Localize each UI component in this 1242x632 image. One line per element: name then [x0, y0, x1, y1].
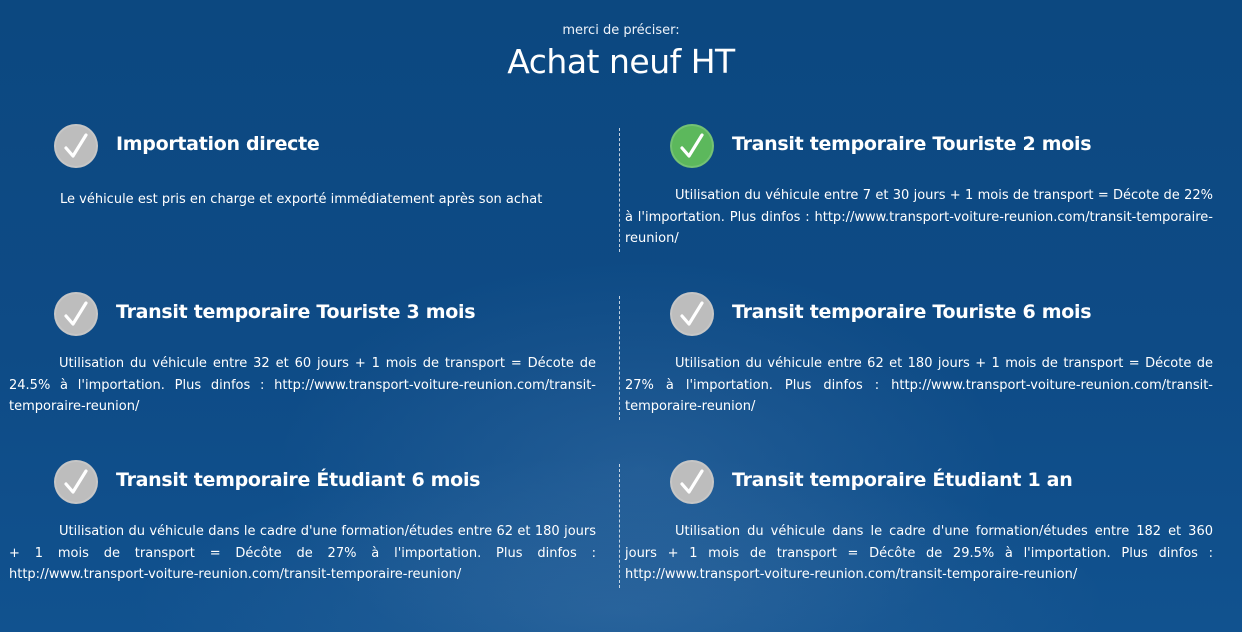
option-title: Transit temporaire Étudiant 6 mois: [116, 469, 481, 491]
check-icon[interactable]: [54, 124, 98, 168]
option-etudiant-6-mois[interactable]: [0, 456, 610, 596]
option-etudiant-1-an[interactable]: [620, 456, 1220, 596]
option-touriste-3-mois[interactable]: [0, 288, 610, 428]
option-description: Utilisation du véhicule dans le cadre d'une formation/études entre 182 et 360 jours + 1 mois de transport = Décôte de 29.5% à l'importation. Plus dinfos : http://www.transport-voiture-reunion.com/transit-temporaire-reunion/: [625, 524, 1213, 582]
option-title: Transit temporaire Touriste 2 mois: [732, 133, 1092, 155]
option-description: Utilisation du véhicule entre 62 et 180 jours + 1 mois de transport = Décote de 27% à l'importation. Plus dinfos : http://www.transport-voiture-reunion.com/transit-temporaire-reunion/: [625, 356, 1213, 414]
check-icon[interactable]: [670, 124, 714, 168]
option-description: Utilisation du véhicule entre 32 et 60 jours + 1 mois de transport = Décote de 24.5% à l'importation. Plus dinfos : http://www.transport-voiture-reunion.com/transit-temporaire-reunion/: [9, 356, 596, 414]
option-title: Transit temporaire Touriste 6 mois: [732, 301, 1092, 323]
check-icon[interactable]: [54, 292, 98, 336]
option-description: Utilisation du véhicule entre 7 et 30 jours + 1 mois de transport = Décote de 22% à l'importation. Plus dinfos : http://www.transport-voiture-reunion.com/transit-temporaire-reunion/: [625, 188, 1213, 246]
option-touriste-2-mois[interactable]: [620, 120, 1220, 260]
page-title: Achat neuf HT: [507, 42, 735, 81]
option-title: Transit temporaire Touriste 3 mois: [116, 301, 476, 323]
option-title: Importation directe: [116, 133, 320, 155]
check-icon[interactable]: [670, 460, 714, 504]
option-importation-directe[interactable]: [0, 120, 610, 260]
option-title: Transit temporaire Étudiant 1 an: [732, 469, 1073, 491]
page-subtitle: merci de préciser:: [562, 23, 680, 38]
option-description: Utilisation du véhicule dans le cadre d'une formation/études entre 62 et 180 jours + 1 mois de transport = Décôte de 27% à l'importation. Plus dinfos : http://www.transport-voiture-reunion.com/transit-temporaire-reunion/: [9, 524, 596, 582]
check-icon[interactable]: [670, 292, 714, 336]
option-description: Le véhicule est pris en charge et exporté immédiatement après son achat: [60, 192, 543, 207]
check-icon[interactable]: [54, 460, 98, 504]
option-touriste-6-mois[interactable]: [620, 288, 1220, 428]
